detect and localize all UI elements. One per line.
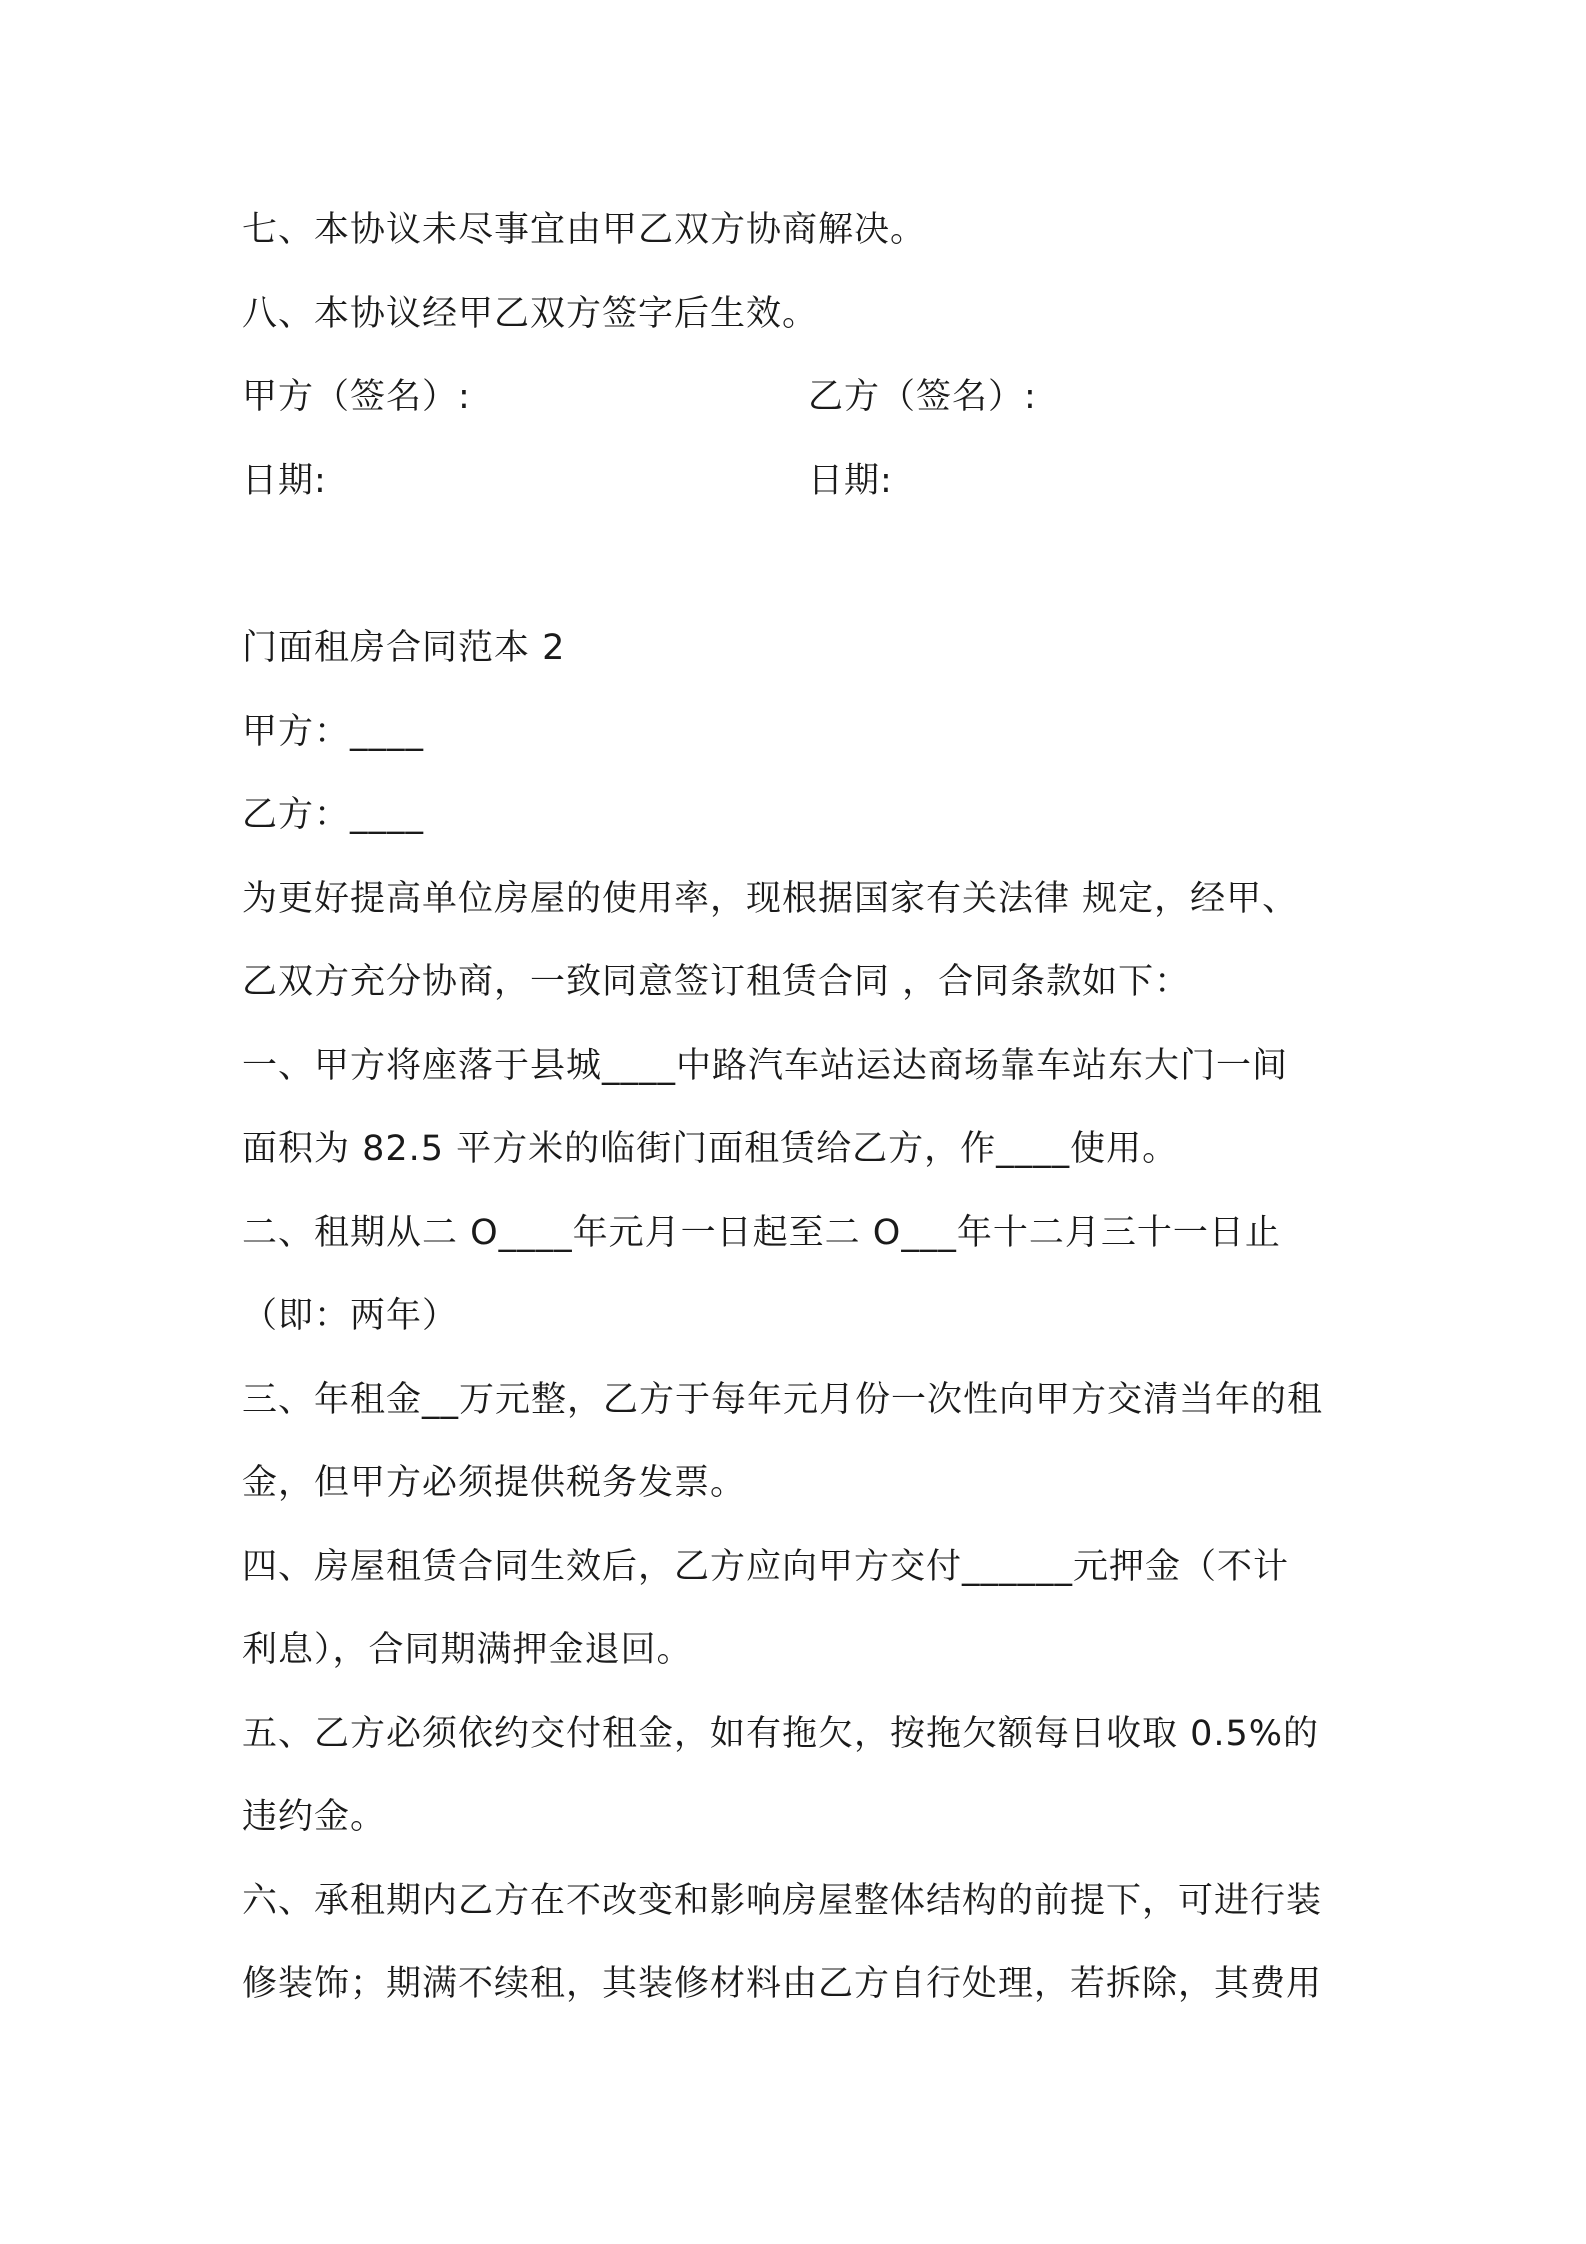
clause-6-line-2: 修装饰；期满不续租，其装修材料由乙方自行处理，若拆除，其费用 <box>242 1964 1323 2004</box>
clause-4-line-2: 利息），合同期满押金退回。 <box>242 1630 693 1670</box>
clause-2-line-1: 二、租期从二 O____年元月一日起至二 O___年十二月三十一日止 <box>242 1213 1281 1253</box>
party-b-line: 乙方：____ <box>242 795 425 835</box>
party-b-signature-label: 乙方（签名）: <box>808 377 1037 417</box>
clause-2-line-2: （即：两年） <box>242 1296 459 1336</box>
clause-7: 七、本协议未尽事宜由甲乙双方协商解决。 <box>242 210 927 250</box>
intro-line-1: 为更好提高单位房屋的使用率，现根据国家有关法律 规定，经甲、 <box>242 879 1299 919</box>
party-a-date-label: 日期: <box>242 461 327 501</box>
clause-3-line-1: 三、年租金__万元整，乙方于每年元月份一次性向甲方交清当年的租 <box>242 1380 1324 1420</box>
clause-6-line-1: 六、承租期内乙方在不改变和影响房屋整体结构的前提下，可进行装 <box>242 1881 1323 1921</box>
intro-line-2: 乙双方充分协商，一致同意签订租赁合同 ，合同条款如下： <box>242 962 1191 1002</box>
clause-5-line-2: 违约金。 <box>242 1797 387 1837</box>
party-b-date-label: 日期: <box>808 461 893 501</box>
clause-5-line-1: 五、乙方必须依约交付租金，如有拖欠，按拖欠额每日收取 0.5%的 <box>242 1714 1320 1754</box>
clause-1-line-2: 面积为 82.5 平方米的临街门面租赁给乙方，作____使用。 <box>242 1129 1179 1169</box>
party-a-signature-label: 甲方（签名）: <box>242 377 471 417</box>
clause-1-line-1: 一、甲方将座落于县城____中路汽车站运达商场靠车站东大门一间 <box>242 1046 1289 1086</box>
party-a-line: 甲方：____ <box>242 712 425 752</box>
clause-8: 八、本协议经甲乙双方签字后生效。 <box>242 294 819 334</box>
clause-4-line-1: 四、房屋租赁合同生效后，乙方应向甲方交付______元押金（不计 <box>242 1547 1290 1587</box>
clause-3-line-2: 金，但甲方必须提供税务发票。 <box>242 1463 747 1503</box>
contract-title: 门面租房合同范本 2 <box>242 628 566 668</box>
